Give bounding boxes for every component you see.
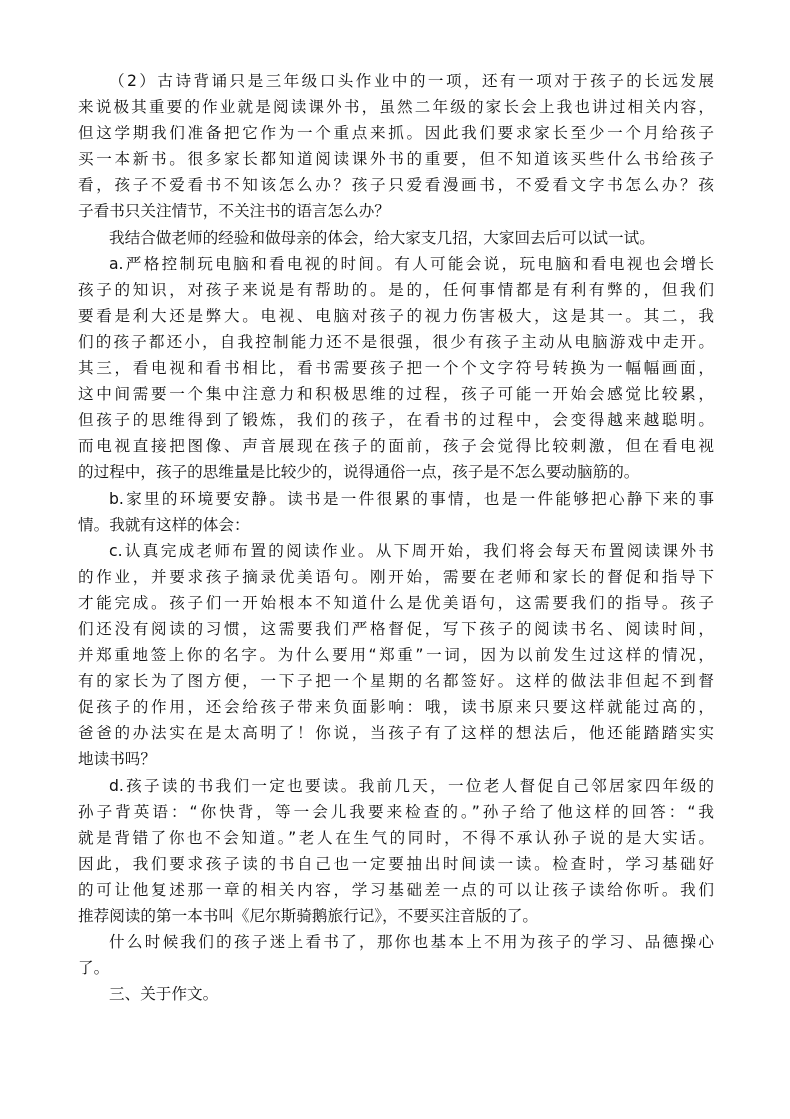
text-line: 而电视直接把图像、声音展现在孩子的面前，孩子会觉得比较刺激，但在看电视 [78, 437, 714, 456]
text-line: a.严格控制玩电脑和看电视的时间。有人可能会说，玩电脑和看电视也会增长 [109, 254, 714, 273]
text-line: 爸爸的办法实在是太高明了！你说，当孩子有了这样的想法后，他还能踏踏实实 [78, 724, 714, 743]
text-line: 推荐阅读的第一本书叫《尼尔斯骑鹅旅行记》，不要买注音版的了。 [78, 907, 539, 925]
text-line: 买一本新书。很多家长都知道阅读课外书的重要，但不知道该买些什么书给孩子 [78, 150, 714, 169]
text-line: 地读书吗？ [78, 750, 156, 769]
text-line: 的可让他复述那一章的相关内容，学习基础差一点的可以让孩子读给你听。我们 [78, 880, 714, 899]
text-line: 才能完成。孩子们一开始根本不知道什么是优美语句，这需要我们的指导。孩子 [78, 593, 714, 612]
text-line: 们的孩子都还小，自我控制能力还不是很强，很少有孩子主动从电脑游戏中走开。 [78, 332, 714, 351]
text-line: 但这学期我们准备把它作为一个重点来抓。因此我们要求家长至少一个月给孩子 [78, 124, 714, 143]
text-line: 因此，我们要求孩子读的书自己也一定要抽出时间读一读。检查时，学习基础好 [78, 854, 714, 873]
text-line: 来说极其重要的作业就是阅读课外书，虽然二年级的家长会上我也讲过相关内容， [78, 98, 714, 117]
text-line: 就是背错了你也不会知道。”老人在生气的同时，不得不承认孙子说的是大实话。 [78, 828, 714, 847]
text-line: 但孩子的思维得到了锻炼，我们的孩子，在看书的过程中，会变得越来越聪明。 [78, 411, 714, 430]
text-line: 这中间需要一个集中注意力和积极思维的过程，孩子可能一开始会感觉比较累， [78, 385, 714, 404]
text-line: 并郑重地签上你的名字。为什么要用“郑重”一词，因为以前发生过这样的情况， [78, 646, 714, 665]
text-line: 要看是利大还是弊大。电视、电脑对孩子的视力伤害极大，这是其一。其二，我 [78, 306, 714, 325]
text-line: b.家里的环境要安静。读书是一件很累的事情，也是一件能够把心静下来的事 [109, 489, 714, 508]
text-line: 的过程中，孩子的思维量是比较少的，说得通俗一点，孩子是不怎么要动脑筋的。 [78, 463, 640, 482]
text-line: 其三，看电视和看书相比，看书需要孩子把一个个文字符号转换为一幅幅画面， [78, 359, 714, 378]
text-line: 情。我就有这样的体会： [78, 515, 250, 534]
text-line: 们还没有阅读的习惯，这需要我们严格督促，写下孩子的阅读书名、阅读时间， [78, 619, 714, 638]
text-line: d.孩子读的书我们一定也要读。我前几天，一位老人督促自己邻居家四年级的 [109, 776, 714, 795]
text-line: 我结合做老师的经验和做母亲的体会，给大家支几招，大家回去后可以试一试。 [109, 228, 655, 247]
text-line: 什么时候我们的孩子迷上看书了，那你也基本上不用为孩子的学习、品德操心 [109, 933, 714, 952]
text-line: 促孩子的作用，还会给孩子带来负面影响：哦，读书原来只要这样就能过高的， [78, 698, 714, 717]
text-line: 子看书只关注情节，不关注书的语言怎么办？ [78, 202, 390, 221]
text-line: 孙子背英语：“你快背，等一会儿我要来检查的。”孙子给了他这样的回答：“我 [78, 802, 714, 821]
text-line: 了。 [78, 959, 110, 978]
text-line: 看，孩子不爱看书不知该怎么办？孩子只爱看漫画书，不爱看文字书怎么办？孩 [78, 176, 714, 195]
text-line: 的作业，并要求孩子摘录优美语句。刚开始，需要在老师和家长的督促和指导下 [78, 567, 714, 586]
text-line: 有的家长为了图方便，一下子把一个星期的名都签好。这样的做法非但起不到督 [78, 672, 714, 691]
text-line: （2）古诗背诵只是三年级口头作业中的一项，还有一项对于孩子的长远发展 [109, 72, 714, 90]
text-line: 孩子的知识，对孩子来说是有帮助的。是的，任何事情都是有利有弊的，但我们 [78, 280, 714, 299]
text-line: c.认真完成老师布置的阅读作业。从下周开始，我们将会每天布置阅读课外书 [109, 541, 714, 560]
text-line: 三、关于作文。 [109, 985, 219, 1004]
document-page [78, 68, 714, 1007]
